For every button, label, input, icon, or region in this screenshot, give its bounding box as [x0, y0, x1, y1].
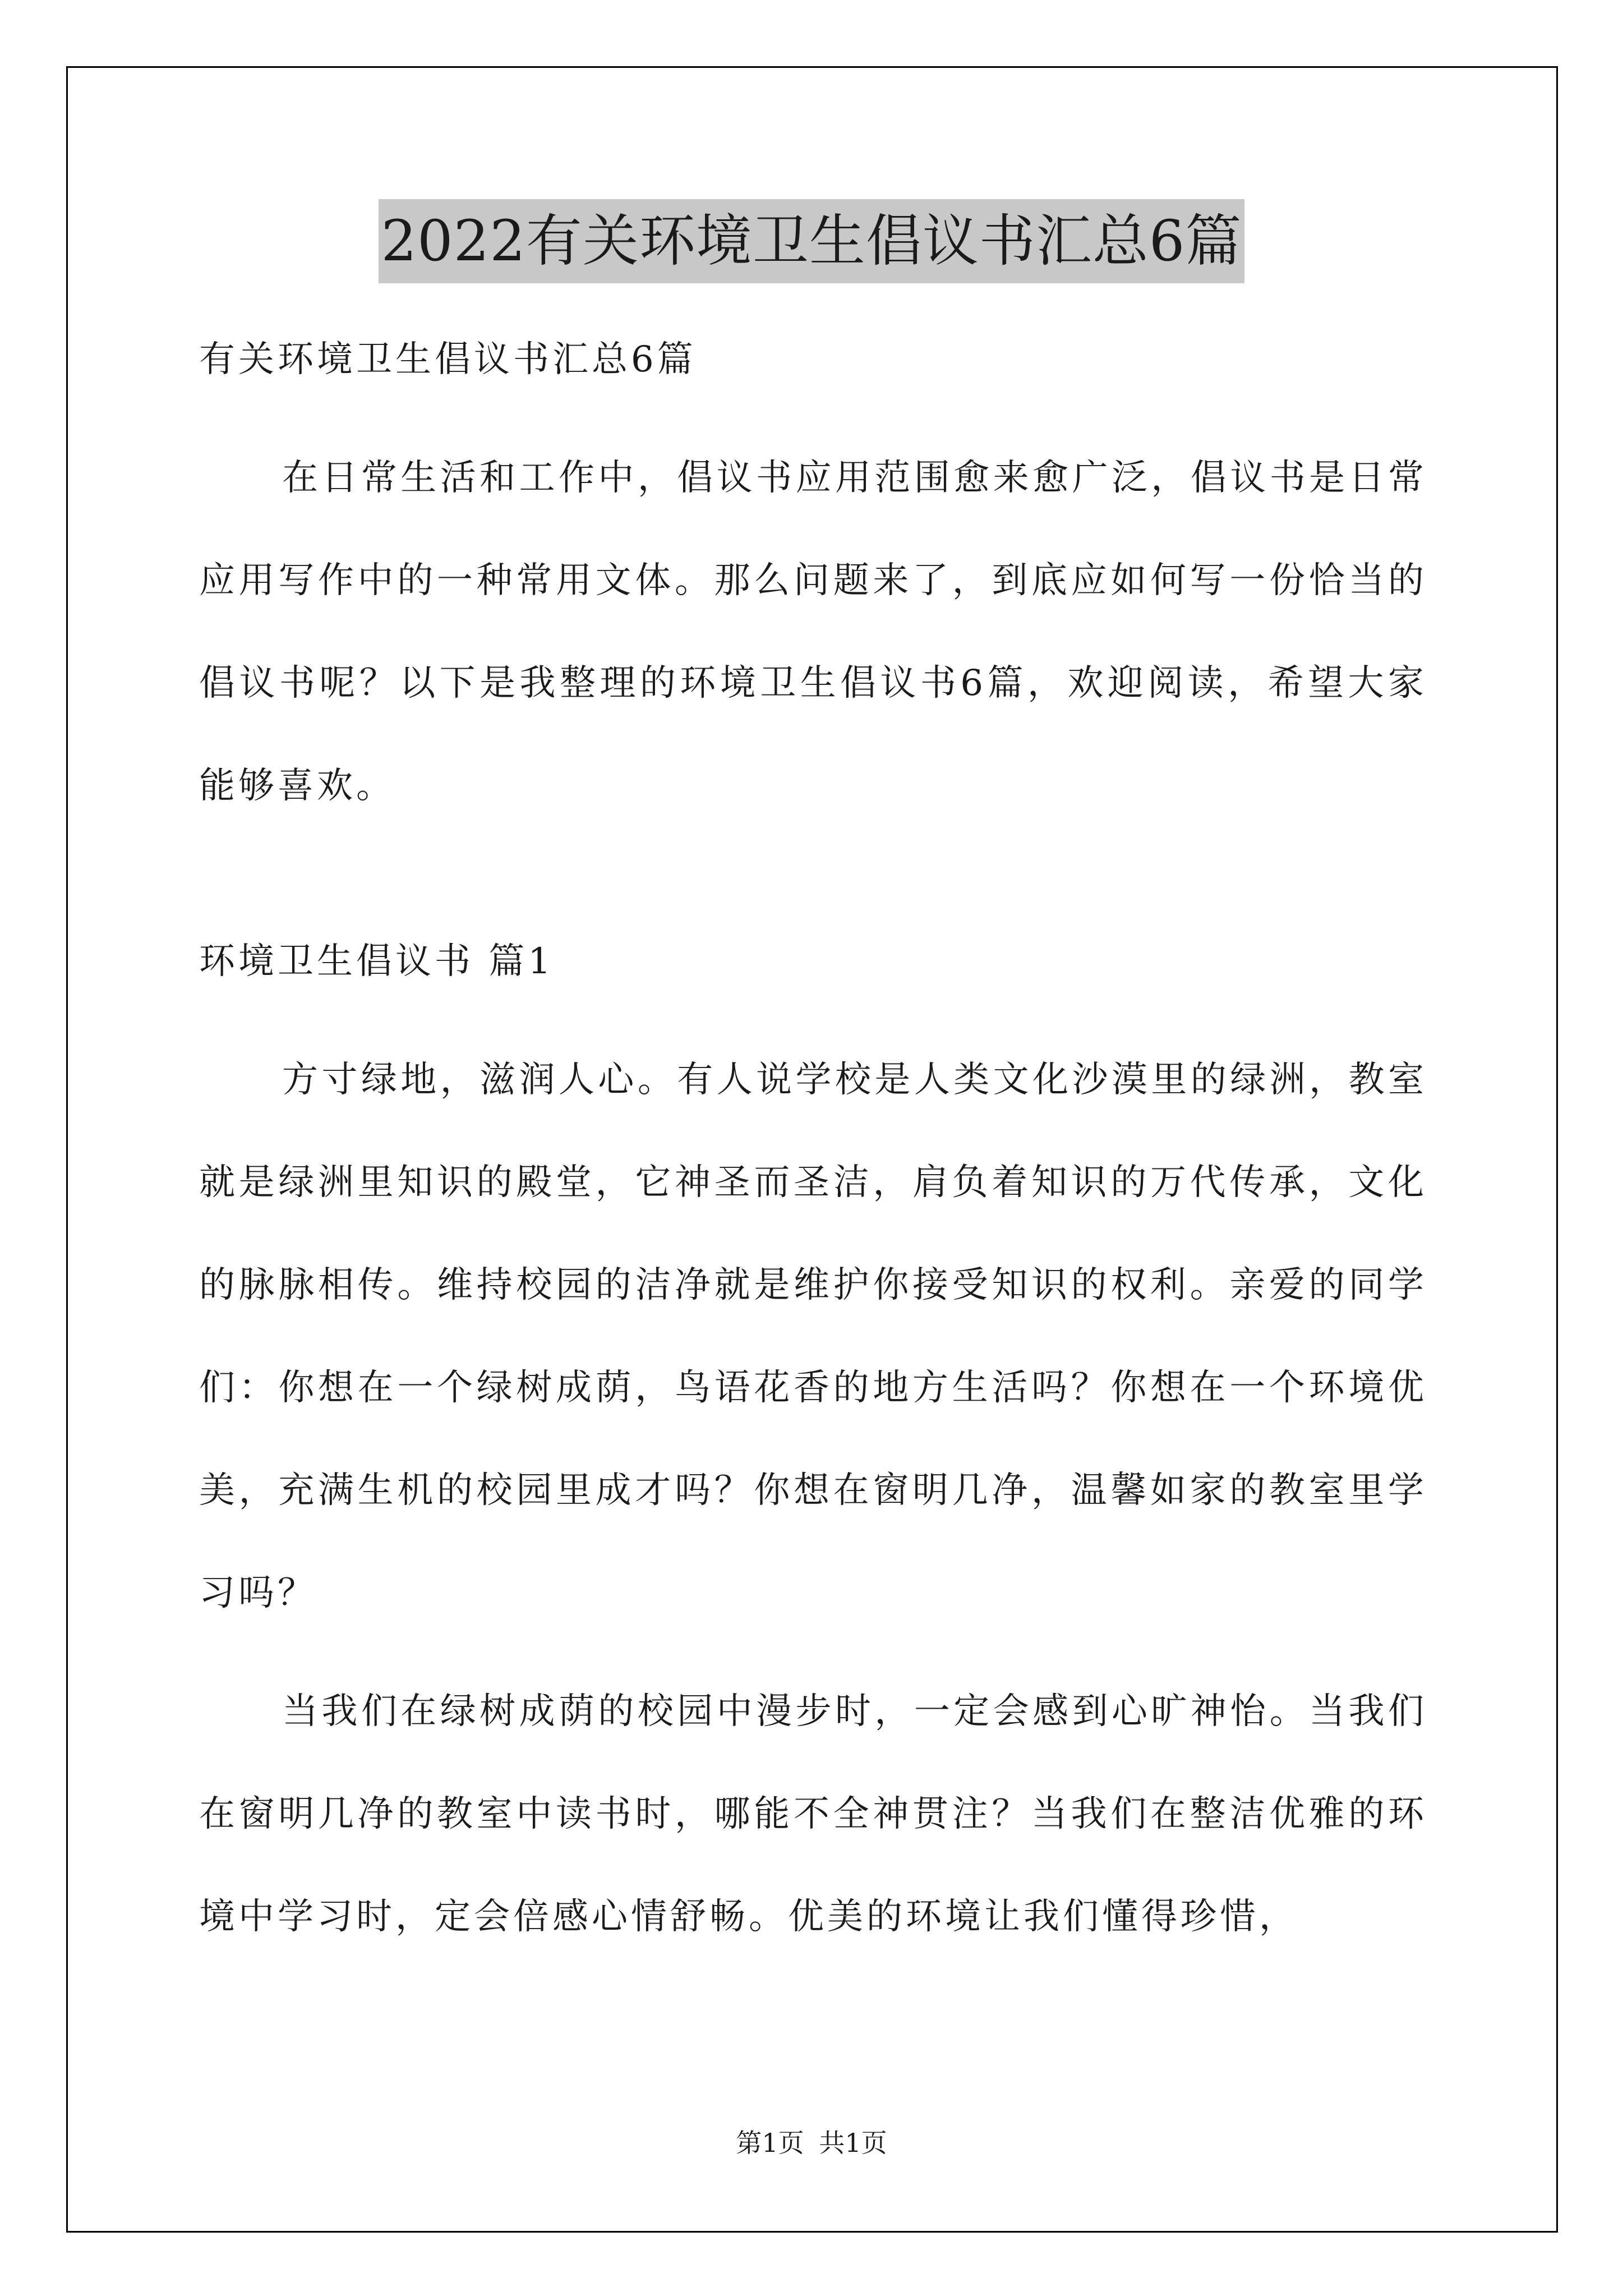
intro-paragraph: 在日常生活和工作中，倡议书应用范围愈来愈广泛，倡议书是日常应用写作中的一种常用文体。那么问题来了，到底应如何写一份恰当的倡议书呢？以下是我整理的环境卫生倡议书6篇，欢迎阅读，希望大家能够喜欢。 [199, 457, 1427, 807]
page-number-current: 第1页 [736, 2128, 804, 2158]
document-title: 2022有关环境卫生倡议书汇总6篇 [379, 199, 1244, 283]
page-number-total: 共1页 [819, 2128, 887, 2158]
section-heading: 环境卫生倡议书 篇1 [199, 941, 555, 982]
document-subtitle: 有关环境卫生倡议书汇总6篇 [199, 339, 697, 380]
document-body [199, 309, 1427, 1968]
body-paragraph-2: 当我们在绿树成荫的校园中漫步时，一定会感到心旷神怡。当我们在窗明几净的教室中读书时，哪能不全神贯注？当我们在整洁优雅的环境中学习时，定会倍感心情舒畅。优美的环境让我们懂得珍惜， [199, 1691, 1427, 1938]
page-footer [0, 2126, 1623, 2160]
body-paragraph-1: 方寸绿地，滋润人心。有人说学校是人类文化沙漠里的绿洲，教室就是绿洲里知识的殿堂，它神圣而圣洁，肩负着知识的万代传承，文化的脉脉相传。维持校园的洁净就是维护你接受知识的权利。亲爱的同学们：你想在一个绿树成荫，鸟语花香的地方生活吗？你想在一个环境优美，充满生机的校园里成才吗？你想在窗明几净，温馨如家的教室里学习吗？ [199, 1059, 1427, 1614]
title-container [0, 199, 1623, 283]
